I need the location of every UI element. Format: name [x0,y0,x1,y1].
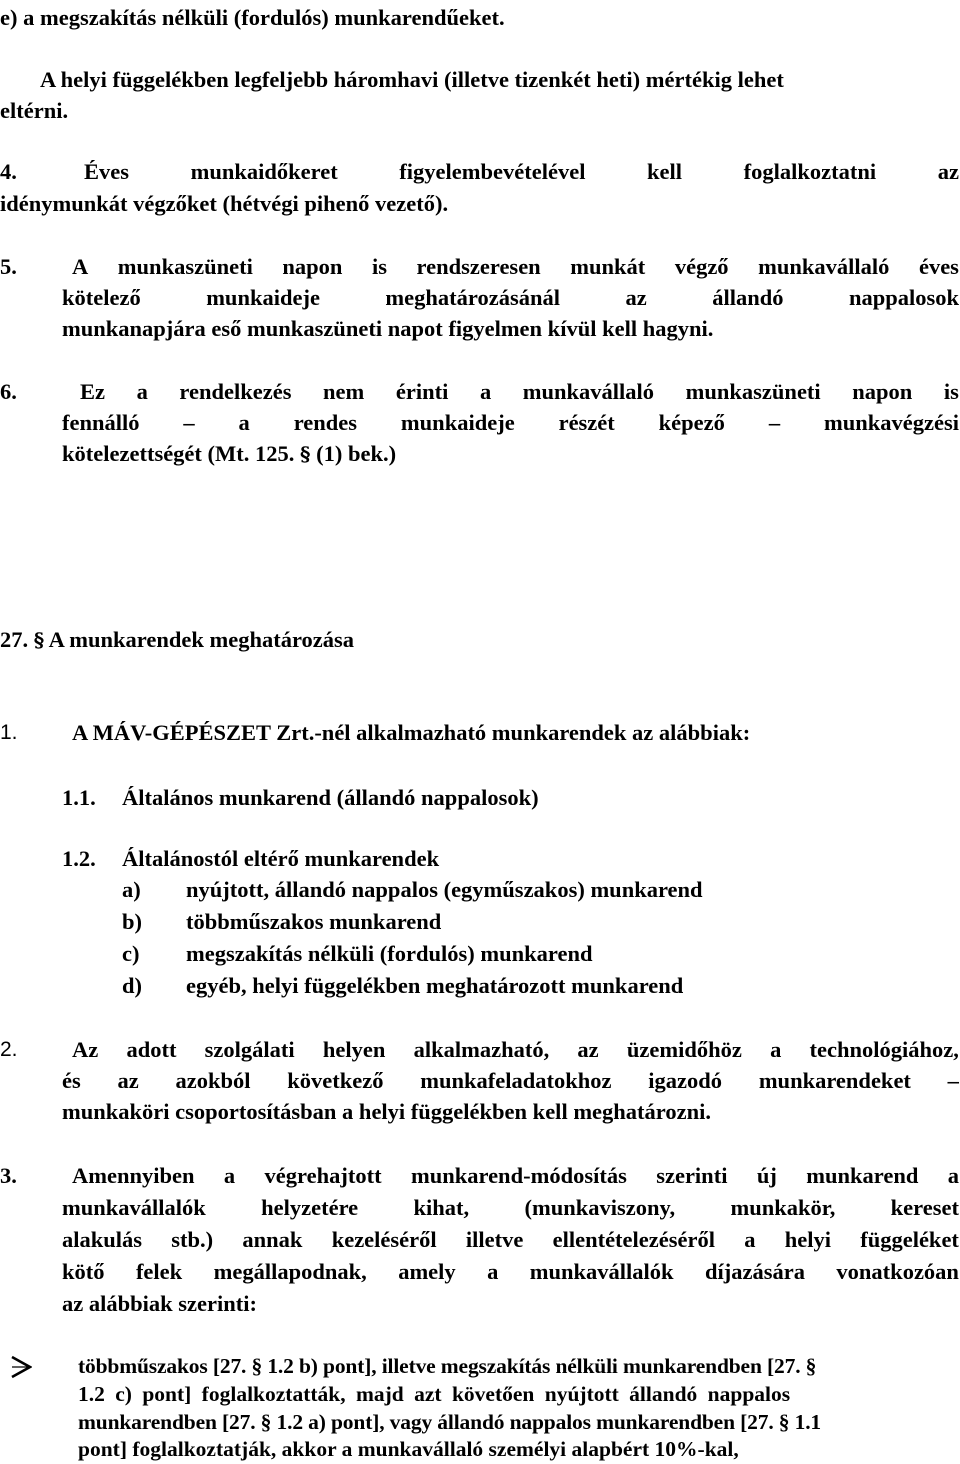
item-5-line-1: A munkaszüneti napon is rendszeresen munkát végző munkavállaló éves [72,254,959,279]
item-4-number: 4. [0,159,17,184]
point-1-1-number: 1.1. [62,785,96,810]
paragraph-e: e) a megszakítás nélküli (fordulós) munkarendűeket. [0,5,505,30]
point-2-line-2: és az azokból következő munkafeladatokhoz igazodó munkarendeket – [62,1068,959,1093]
item-6-number: 6. [0,379,17,404]
item-6-line-2: fennálló – a rendes munkaideje részét képező – munkavégzési [62,410,959,435]
sub-item-b-text: többműszakos munkarend [186,909,442,934]
sub-item-a-label: a) [122,877,141,902]
section-27-heading: 27. § A munkarendek meghatározása [0,627,355,652]
arrowhead-bullet-icon [10,1355,32,1379]
item-6-line-3: kötelezettségét (Mt. 125. § (1) bek.) [62,441,397,466]
point-2-number: 2. [0,1038,18,1061]
item-4-line-1: Éves munkaidőkeret figyelembevételével kell foglalkoztatni az [84,159,959,184]
point-3-line-3: alakulás stb.) annak kezeléséről illetve ellentételezéséről a helyi függeléket [62,1227,959,1252]
sub-item-c-label: c) [122,941,140,966]
bullet-line-1: többműszakos [27. § 1.2 b) pont], illetve megszakítás nélküli munkarendben [27. § [78,1354,817,1378]
point-3-line-2: munkavállalók helyzetére kihat, (munkaviszony, munkakör, kereset [62,1195,959,1220]
sub-item-d-label: d) [122,973,143,998]
paragraph-local-appendix-cont: eltérni. [0,98,69,123]
point-1-number: 1. [0,721,18,744]
point-1-2-text: Általánostól eltérő munkarendek [122,846,440,871]
sub-item-d-text: egyéb, helyi függelékben meghatározott munkarend [186,973,684,998]
bullet-line-2: 1.2 c) pont] foglalkoztatták, majd azt követően nyújtott állandó nappalos [78,1382,791,1406]
point-2-line-1: Az adott szolgálati helyen alkalmazható, az üzemidőhöz a technológiához, [72,1037,959,1062]
item-5-number: 5. [0,254,17,279]
point-2-line-3: munkaköri csoportosításban a helyi függelékben kell meghatározni. [62,1099,712,1124]
paragraph-local-appendix: A helyi függelékben legfeljebb háromhavi (illetve tizenkét heti) mértékig lehet [40,67,784,92]
point-3-line-5: az alábbiak szerinti: [62,1291,257,1316]
item-6-line-1: Ez a rendelkezés nem érinti a munkavállaló munkaszüneti napon is [80,379,959,404]
item-4-line-2: idénymunkát végzőket (hétvégi pihenő vezető). [0,191,449,216]
point-3-number: 3. [0,1163,17,1188]
point-1-1-text: Általános munkarend (állandó nappalosok) [122,785,539,810]
bullet-line-3: munkarendben [27. § 1.2 a) pont], vagy állandó nappalos munkarendben [27. § 1.1 [78,1410,822,1434]
item-5-line-3: munkanapjára eső munkaszüneti napot figyelmen kívül kell hagyni. [62,316,714,341]
point-1-text: A MÁV-GÉPÉSZET Zrt.-nél alkalmazható munkarendek az alábbiak: [72,720,751,745]
bullet-line-4: pont] foglalkoztatják, akkor a munkavállaló személyi alapbért 10%-kal, [78,1437,739,1461]
point-3-line-1: Amennyiben a végrehajtott munkarend-módosítás szerinti új munkarend a [72,1163,959,1188]
sub-item-a-text: nyújtott, állandó nappalos (egyműszakos) munkarend [186,877,703,902]
item-5-line-2: kötelező munkaideje meghatározásánál az állandó nappalosok [62,285,959,310]
sub-item-c-text: megszakítás nélküli (fordulós) munkarend [186,941,593,966]
point-1-2-number: 1.2. [62,846,96,871]
sub-item-b-label: b) [122,909,143,934]
point-3-line-4: kötő felek megállapodnak, amely a munkavállalók díjazására vonatkozóan [62,1259,959,1284]
